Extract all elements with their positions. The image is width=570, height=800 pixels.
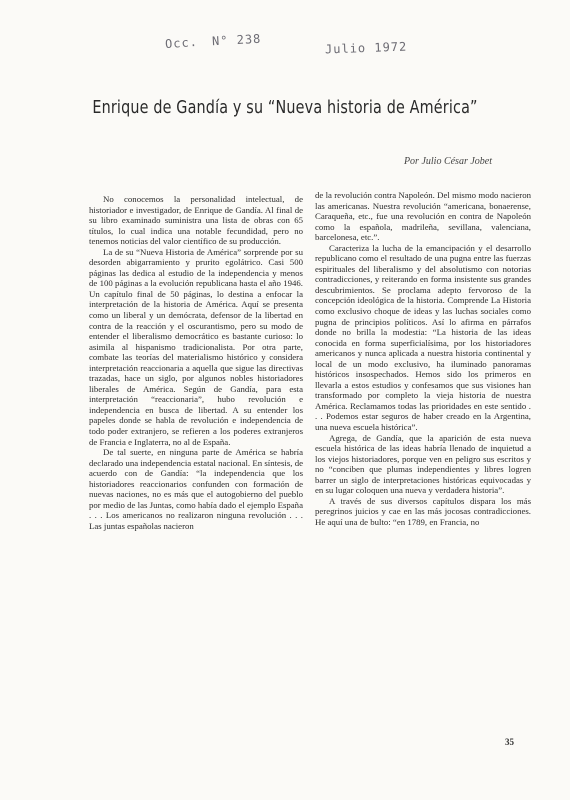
paragraph: No conocemos la personalidad intelectual, de historiador e investigador, de Enrique de Gandía. Al final de su libro examinado suministra una lista de obras con 65 títulos, lo cual indica una notable fecundidad, pero no tenemos noticias del valor científico de su producción. [89, 194, 303, 247]
left-column [89, 194, 303, 532]
article-author: Por Julio César Jobet [403, 156, 492, 167]
paragraph: La de su “Nueva Historia de América” sorprende por su desorden abigarramiento y prurito egolátrico. Casi 500 páginas las dedica al estudio de la independencia y menos de 100 páginas a la evolución republicana hasta el año 1946. Un capítulo final de 50 páginas, lo destina a enfocar la interpretación de la historia de América. Aquí se presenta como un liberal y un demócrata, defensor de la libertad en contra de la reacción y el oscurantismo, pero su modo de entender el liberalismo democrático es bastante curioso: lo asimila al hispanismo tradicionalista. Por otra parte, combate las teorías del materialismo histórico y considera interpretación reaccionaria a aquella que sigue las directivas trazadas, hace un siglo, por algunos nobles historiadores liberales de América. Según de Gandía, para esta interpretación “reaccionaria”, hubo revolución e independencia en busca de libertad. A su entender los papeles donde se habla de revolución e independencia de todo poder extranjero, se refieren a los poderes extranjeros de Francia e Inglaterra, no al de España. [89, 246, 303, 447]
paragraph: Agrega, de Gandía, que la aparición de esta nueva escuela histórica de las ideas habría llenado de inquietud a los viejos historiadores, porque ven en peligro sus escritos y no “conciben que plumas independientes y libres logren barrer un siglo de interpretaciones históricas equivocadas y en su lugar coloquen una nueva y verdadera historia”. [315, 432, 531, 496]
paragraph: De tal suerte, en ninguna parte de América se habría declarado una independencia estatal nacional. En síntesis, de acuerdo con de Gandía: “la independencia que los historiadores reaccionarios confunden con formación de nuevas naciones, no es más que el autogobierno del pueblo por medio de las Juntas, como había dado el ejemplo España . . . Los americanos no realizaron ninguna revolución . . . Las juntas españolas nacieron [89, 447, 303, 531]
handwritten-annotation-number: N° 238 [211, 31, 262, 49]
right-column [315, 190, 531, 528]
page-number: 35 [505, 737, 514, 747]
paragraph: Caracteriza la lucha de la emancipación y el desarrollo republicano como el resultado de una pugna entre las fuerzas espirituales del liberalismo y del absolutismo con notorias contradicciones, y reiterando en forma insistente sus grandes descubrimientos. Se proclama adepto fervoroso de la concepción ideológica de la historia. Comprende La Historia como exclusivo choque de ideas y las luchas sociales como pugna de principios políticos. Así lo afirma en párrafos donde no brilla la modestia: “La historia de las ideas conocida en forma superficialísima, por los historiadores americanos y nunca aplicada a nuestra historia continental y local de un modo exclusivo, ha iluminado panoramas históricos insospechados. Hemos sido los primeros en llevarla a estos estudios y confesamos que sus visiones han transformado por completo la vieja historia de nuestra América. Reclamamos todas las prioridades en este sentido . . . Podemos estar seguros de haber creado en la Argentina, una nueva escuela histórica”. [315, 242, 531, 433]
paragraph: de la revolución contra Napoleón. Del mismo modo nacieron las americanas. Nuestra revolución “americana, bonaerense, Caraqueña, etc., fue una revolución en contra de Napoleón como la española, madrileña, sevillana, valenciana, barcelonesa, etc.”. [315, 190, 531, 243]
paragraph: A través de sus diversos capítulos dispara los más peregrinos juicios y cae en las más jocosas contradicciones. He aquí una de bulto: “en 1789, en Francia, no [315, 495, 531, 527]
article-title: Enrique de Gandía y su “Nueva historia de América” [92, 98, 478, 118]
handwritten-annotation-date: Julio 1972 [324, 39, 408, 57]
handwritten-annotation-occ: Occ. [164, 34, 199, 52]
